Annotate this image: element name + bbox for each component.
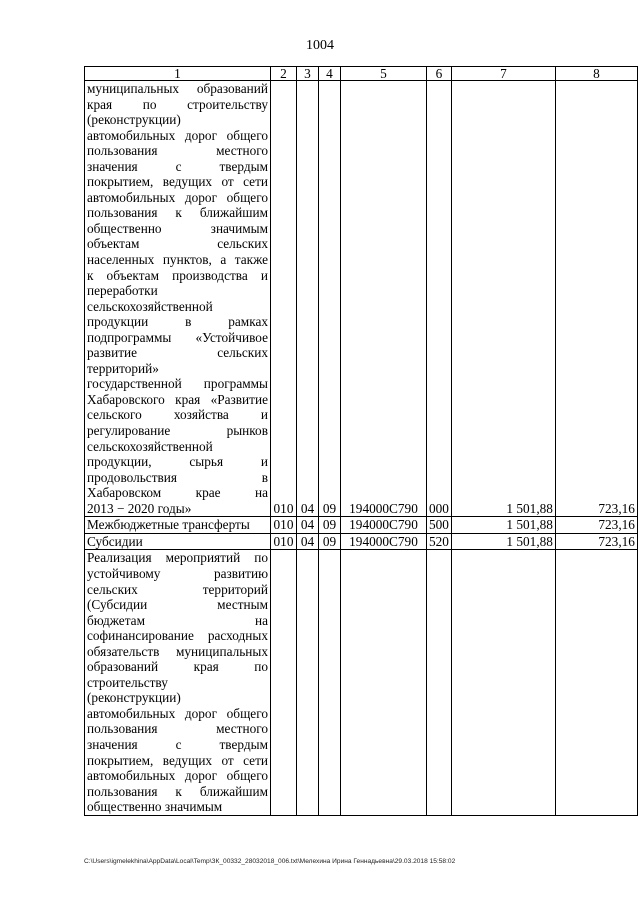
description-line: Хабаровском крае на <box>87 485 268 501</box>
description-line: Реализация мероприятий по <box>87 550 268 566</box>
header-col-5: 5 <box>341 67 427 81</box>
description-line: покрытием, ведущих от сети <box>87 752 268 768</box>
description-line: обязательств муниципальных <box>87 643 268 659</box>
cell-ministry-code <box>271 550 297 815</box>
cell-amount-1: 1 501,88 <box>451 517 555 534</box>
row-description <box>85 81 271 517</box>
cell-amount-1 <box>451 550 555 815</box>
description-line: (реконструкции) <box>87 690 181 706</box>
description-line: (Субсидии местным <box>87 597 268 613</box>
description-line: территорий» <box>87 360 159 376</box>
cell-target-article: 194000С790 <box>341 81 427 517</box>
header-col-1: 1 <box>85 67 271 81</box>
description-line: подпрограммы «Устойчивое <box>87 329 268 345</box>
description-line: 2013 − 2020 годы» <box>87 500 192 516</box>
budget-table <box>84 66 638 816</box>
header-col-6: 6 <box>427 67 452 81</box>
table-header-row <box>85 67 638 81</box>
cell-section: 04 <box>297 81 319 517</box>
description-line: к объектам производства и <box>87 267 268 283</box>
description-line: значения с твердым <box>87 158 268 174</box>
description-line: сельского хозяйства и <box>87 407 268 423</box>
cell-expense-type: 520 <box>427 533 452 550</box>
cell-amount-2: 723,16 <box>555 517 637 534</box>
description-line: продовольствия в <box>87 469 268 485</box>
page-number: 1004 <box>306 38 334 53</box>
description-line: покрытием, ведущих от сети <box>87 174 268 190</box>
file-path-footer: C:\Users\igmelekhina\AppData\Local\Temp\ЗК_00332_28032018_006.txt\Мелехина Ирина Геннадьевна\29.03.2018 15:58:02 <box>84 858 456 865</box>
description-line: бюджетам на <box>87 612 268 628</box>
cell-expense-type: 500 <box>427 517 452 534</box>
cell-section: 04 <box>297 533 319 550</box>
header-col-7: 7 <box>451 67 555 81</box>
cell-expense-type: 000 <box>427 81 452 517</box>
row-description <box>85 517 271 534</box>
cell-subsection: 09 <box>319 81 341 517</box>
description-line: устойчивому развитию <box>87 565 268 581</box>
description-line: софинансирование расходных <box>87 628 268 644</box>
description-line: Межбюджетные трансферты <box>87 517 250 533</box>
description-line: развитие сельских <box>87 345 268 361</box>
cell-section <box>297 550 319 815</box>
cell-amount-2: 723,16 <box>555 81 637 517</box>
cell-section: 04 <box>297 517 319 534</box>
cell-ministry-code: 010 <box>271 533 297 550</box>
description-line: продукции в рамках <box>87 314 268 330</box>
table-row <box>85 81 638 517</box>
header-col-3: 3 <box>297 67 319 81</box>
cell-amount-2 <box>555 550 637 815</box>
description-line: края по строительству <box>87 96 268 112</box>
cell-expense-type <box>427 550 452 815</box>
cell-amount-1: 1 501,88 <box>451 533 555 550</box>
description-line: строительству <box>87 674 168 690</box>
description-line: населенных пунктов, а также <box>87 252 268 268</box>
cell-ministry-code: 010 <box>271 81 297 517</box>
description-line: сельскохозяйственной <box>87 438 213 454</box>
cell-target-article: 194000С790 <box>341 517 427 534</box>
table-body <box>85 81 638 816</box>
cell-subsection: 09 <box>319 533 341 550</box>
description-line: пользования к ближайшим <box>87 783 268 799</box>
cell-target-article <box>341 550 427 815</box>
description-line: муниципальных образований <box>87 81 268 96</box>
cell-subsection <box>319 550 341 815</box>
description-line: общественно значимым <box>87 220 268 236</box>
cell-amount-2: 723,16 <box>555 533 637 550</box>
table-row <box>85 517 638 534</box>
description-line: пользования к ближайшим <box>87 205 268 221</box>
description-line: государственной программы <box>87 376 268 392</box>
description-line: переработки <box>87 283 158 299</box>
row-description <box>85 550 271 815</box>
cell-target-article: 194000С790 <box>341 533 427 550</box>
description-line: Хабаровского края «Развитие <box>87 391 268 407</box>
description-line: сельскохозяйственной <box>87 298 213 314</box>
description-line: Субсидии <box>87 533 143 549</box>
description-line: (реконструкции) <box>87 112 181 128</box>
cell-ministry-code: 010 <box>271 517 297 534</box>
table-row <box>85 550 638 815</box>
description-line: пользования местного <box>87 143 268 159</box>
description-line: автомобильных дорог общего <box>87 189 268 205</box>
description-line: образований края по <box>87 659 268 675</box>
description-line: значения с твердым <box>87 736 268 752</box>
description-line: объектам сельских <box>87 236 268 252</box>
header-col-4: 4 <box>319 67 341 81</box>
description-line: автомобильных дорог общего <box>87 127 268 143</box>
header-col-2: 2 <box>271 67 297 81</box>
description-line: общественно значимым <box>87 799 223 815</box>
description-line: автомобильных дорог общего <box>87 705 268 721</box>
row-description <box>85 533 271 550</box>
cell-amount-1: 1 501,88 <box>451 81 555 517</box>
description-line: продукции, сырья и <box>87 454 268 470</box>
description-line: пользования местного <box>87 721 268 737</box>
header-col-8: 8 <box>555 67 637 81</box>
description-line: автомобильных дорог общего <box>87 768 268 784</box>
cell-subsection: 09 <box>319 517 341 534</box>
table-row <box>85 533 638 550</box>
description-line: сельских территорий <box>87 581 268 597</box>
description-line: регулирование рынков <box>87 423 268 439</box>
